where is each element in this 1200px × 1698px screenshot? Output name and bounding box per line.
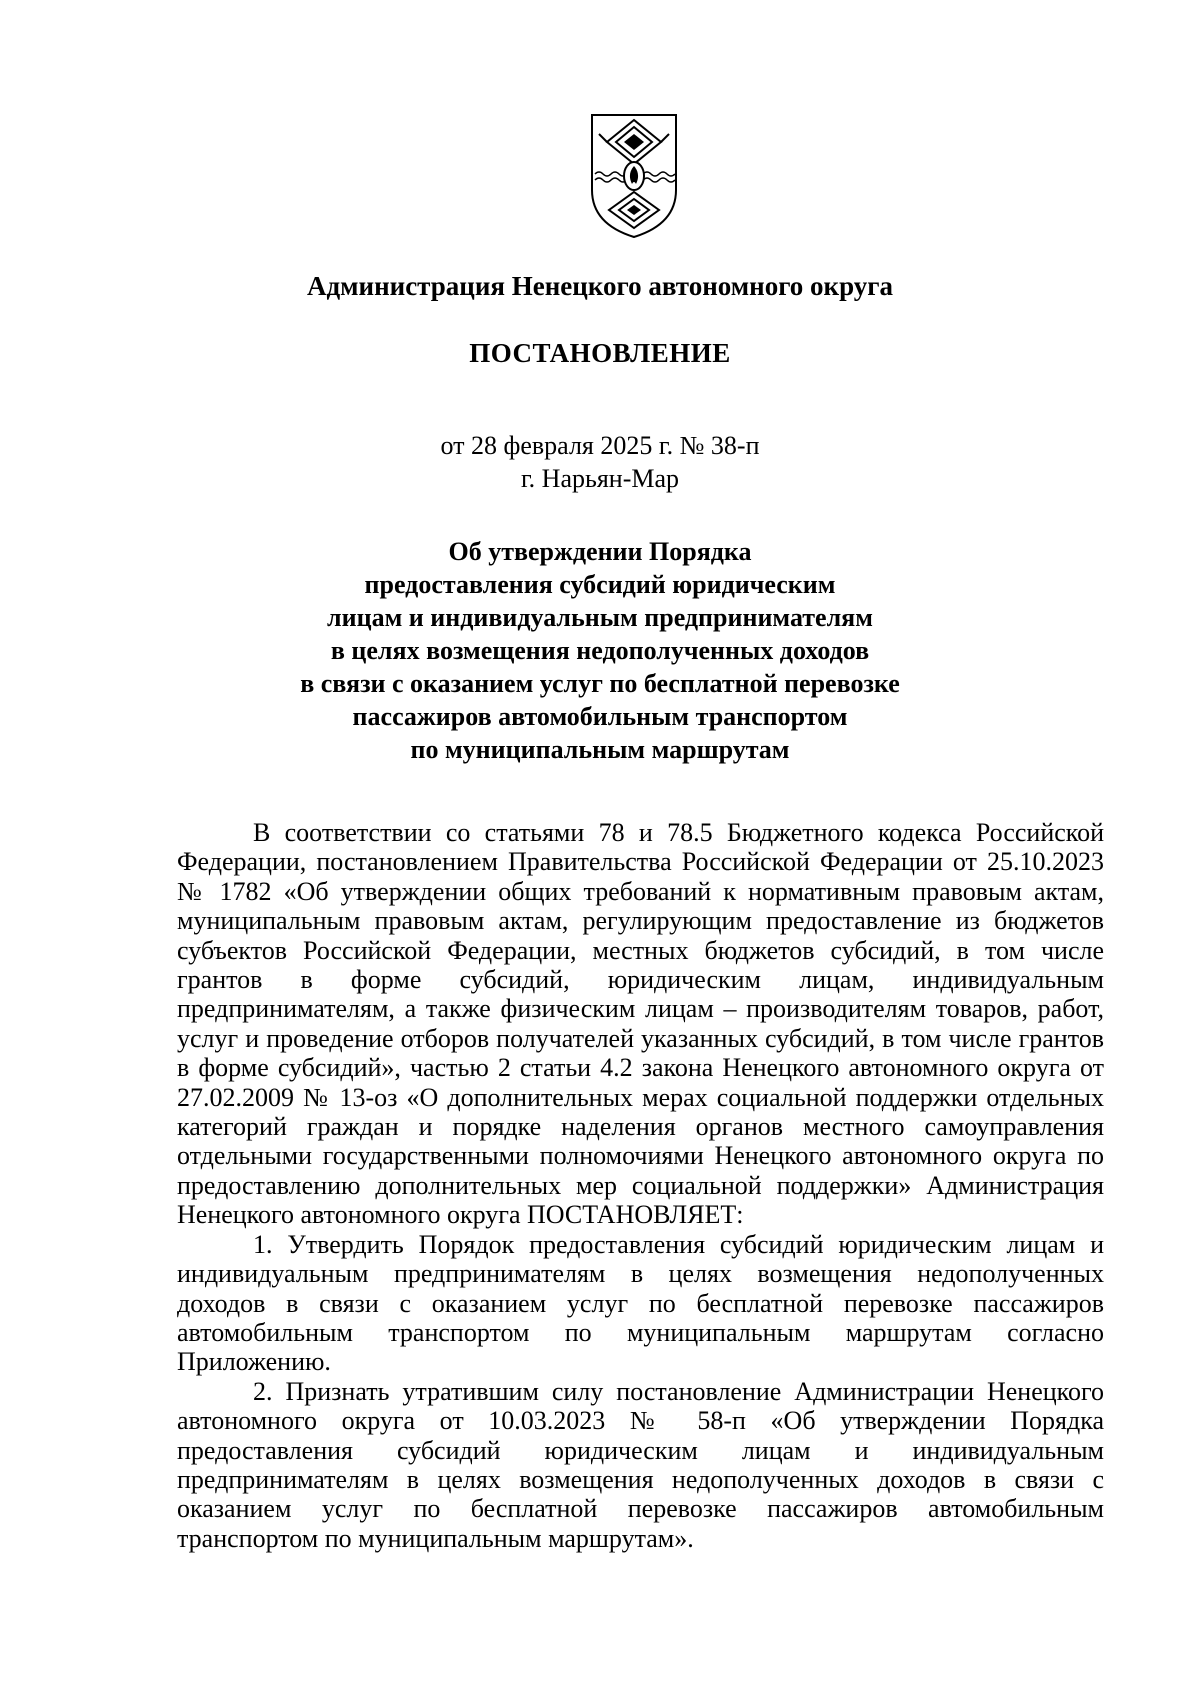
document-date-number: от 28 февраля 2025 г. № 38-п <box>440 431 760 460</box>
title-line: по муниципальным маршрутам <box>410 735 790 764</box>
title-line: предоставления субсидий юридическим <box>364 570 836 599</box>
title-line: в целях возмещения недополученных доходов <box>330 636 870 665</box>
document-body <box>177 818 1104 1553</box>
title-line: лицам и индивидуальным предпринимателям <box>327 603 873 632</box>
title-line: в связи с оказанием услуг по бесплатной перевозке <box>300 669 900 698</box>
document-type: ПОСТАНОВЛЕНИЕ <box>469 338 731 368</box>
organization-name: Администрация Ненецкого автономного округа <box>306 271 894 301</box>
clause-1-paragraph: 1. Утвердить Порядок предоставления субсидий юридическим лицам и индивидуальным предпринимателям в целях возмещения недополученных доходов в связи с оказанием услуг по бесплатной перевозке пассажиров автомобильным транспортом по муниципальным маршрутам согласно Приложению. <box>177 1229 1104 1377</box>
title-line: Об утверждении Порядка <box>448 537 752 566</box>
document-title <box>0 535 1200 766</box>
clause-2-paragraph: 2. Признать утратившим силу постановление Администрации Ненецкого автономного округа от 10.03.2023 № 58-п «Об утверждении Порядка предоставления субсидий юридическим лицам и индивидуальным предпринимателям в целях возмещения недополученных доходов в связи с оказанием услуг по бесплатной перевозке пассажиров автомобильным транспортом по муниципальным маршрутам». <box>177 1376 1104 1553</box>
coat-of-arms-icon <box>589 112 679 240</box>
title-line: пассажиров автомобильным транспортом <box>352 702 848 731</box>
document-city: г. Нарьян-Мар <box>520 464 680 493</box>
preamble-paragraph: В соответствии со статьями 78 и 78.5 Бюджетного кодекса Российской Федерации, постановлением Правительства Российской Федерации от 25.10.2023 № 1782 «Об утверждении общих требований к нормативным правовым актам, муниципальным правовым актам, регулирующим предоставление из бюджетов субъектов Российской Федерации, местных бюджетов субсидий, в том числе грантов в форме субсидий, юридическим лицам, индивидуальным предпринимателям, а также физическим лицам – производителям товаров, работ, услуг и проведение отборов получателей указанных субсидий, в том числе грантов в форме субсидий», частью 2 статьи 4.2 закона Ненецкого автономного округа от 27.02.2009 № 13-оз «О дополнительных мерах социальной поддержки отдельных категорий граждан и порядке наделения органов местного самоуправления отдельными государственными полномочиями Ненецкого автономного округа по предоставлению дополнительных мер социальной поддержки» Администрация Ненецкого автономного округа ПОСТАНОВЛЯЕТ: <box>177 818 1104 1230</box>
